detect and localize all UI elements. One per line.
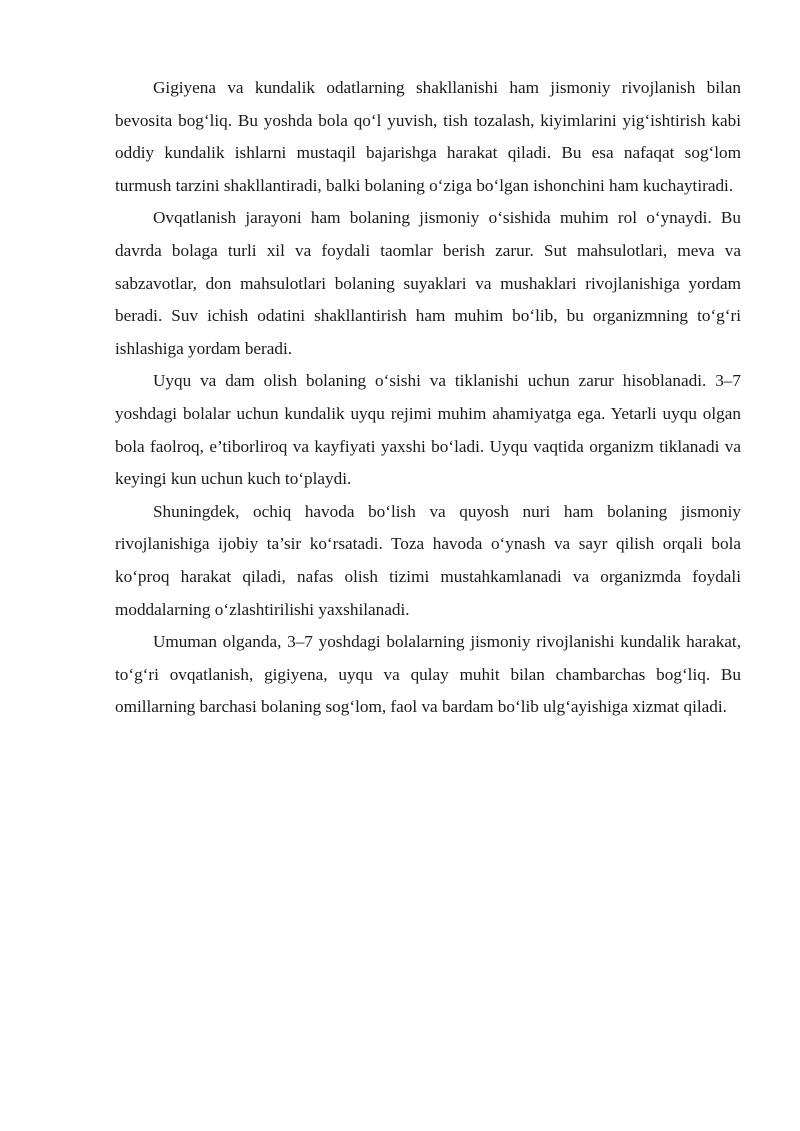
paragraph-fresh-air: Shuningdek, ochiq havoda bo‘lish va quyosh nuri ham bolaning jismoniy rivojlanishiga ijobiy ta’sir ko‘rsatadi. Toza havoda o‘ynash va sayr qilish orqali bola ko‘proq harakat qiladi, nafas olish tizimi mustahkamlanadi va organizmda foydali moddalarning o‘zlashtirilishi yaxshilanadi. — [115, 501, 741, 619]
paragraph-hygiene-habits: Gigiyena va kundalik odatlarning shakllanishi ham jismoniy rivojlanish bilan bevosita bog‘liq. Bu yoshda bola qo‘l yuvish, tish tozalash, kiyimlarini yig‘ishtirish kabi oddiy kundalik ishlarni mustaqil bajarishga harakat qiladi. Bu esa nafaqat sog‘lom turmush tarzini shakllantiradi, balki bolaning o‘ziga bo‘lgan ishonchini ham kuchaytiradi. — [115, 78, 741, 195]
paragraph-nutrition: Ovqatlanish jarayoni ham bolaning jismoniy o‘sishida muhim rol o‘ynaydi. Bu davrda bolaga turli xil va foydali taomlar berish zarur. Sut mahsulotlari, meva va sabzavotlar, don mahsulotlari bolaning suyaklari va mushaklari rivojlanishiga yordam beradi. Suv ichish odatini shakllantirish ham muhim bo‘lib, bu organizmning to‘g‘ri ishlashiga yordam beradi. — [115, 208, 741, 358]
paragraph-sleep-rest: Uyqu va dam olish bolaning o‘sishi va tiklanishi uchun zarur hisoblanadi. 3–7 yoshdagi bolalar uchun kundalik uyqu rejimi muhim ahamiyatga ega. Yetarli uyqu olgan bola faolroq, e’tiborliroq va kayfiyati yaxshi bo‘ladi. Uyqu vaqtida organizm tiklanadi va keyingi kun uchun kuch to‘playdi. — [115, 371, 741, 489]
document-page — [115, 72, 741, 724]
paragraph-conclusion: Umuman olganda, 3–7 yoshdagi bolalarning jismoniy rivojlanishi kundalik harakat, to‘g‘ri ovqatlanish, gigiyena, uyqu va qulay muhit bilan chambarchas bog‘liq. Bu omillarning barchasi bolaning sog‘lom, faol va bardam bo‘lib ulg‘ayishiga xizmat qiladi. — [115, 632, 741, 717]
